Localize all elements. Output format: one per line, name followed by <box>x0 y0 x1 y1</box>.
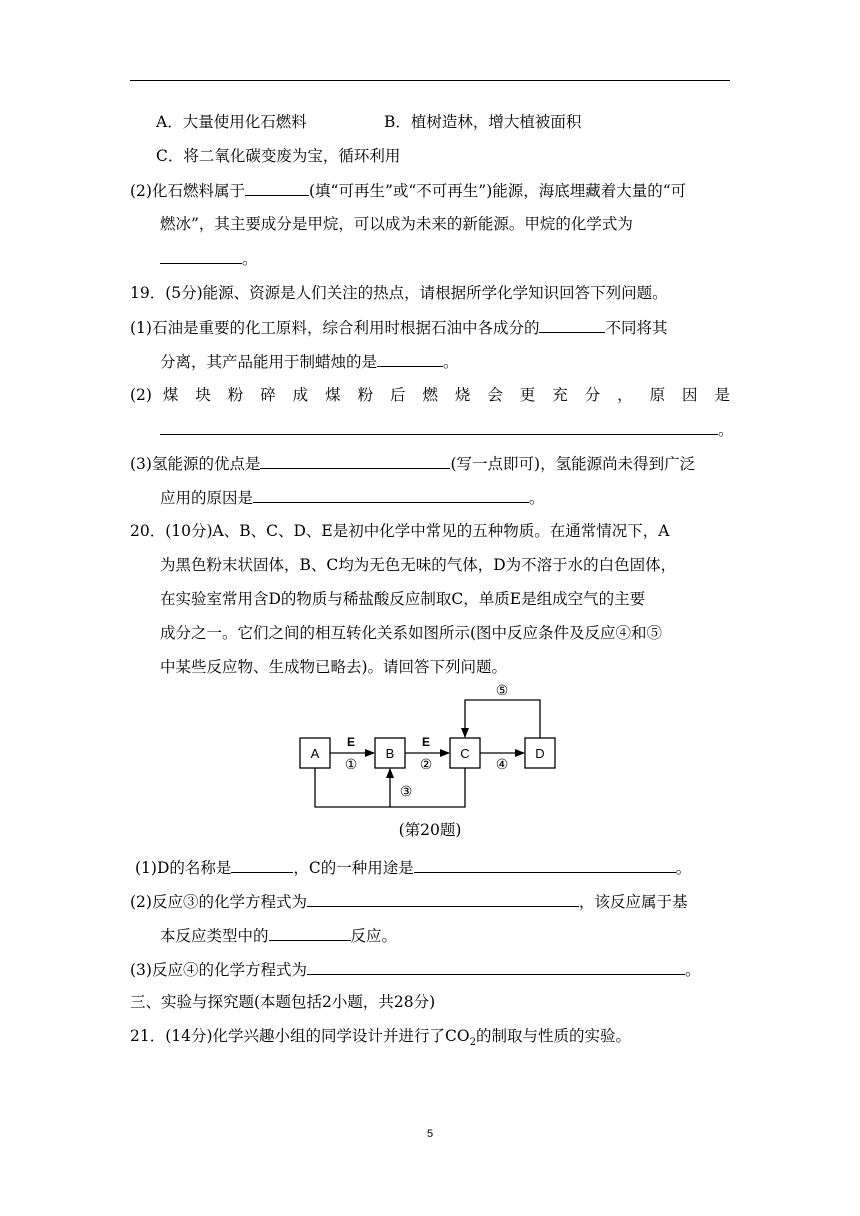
answer-blank <box>231 857 293 873</box>
label-r1: ① <box>344 756 358 772</box>
q20-stem-line4: 成分之一。它们之间的相互转化关系如图所示(图中反应条件及反应④和⑤ <box>160 624 663 642</box>
label-c: C <box>460 746 470 761</box>
conversion-diagram <box>280 680 580 820</box>
q20-part3: (3)反应④的化学方程式为 。 <box>130 961 701 979</box>
q18-part2-line2: 燃冰”，其主要成分是甲烷，可以成为未来的新能源。甲烷的化学式为 <box>160 215 633 233</box>
label-r4: ④ <box>495 756 509 772</box>
option-b: B．植树造林，增大植被面积 <box>384 113 582 131</box>
label-d: D <box>535 746 545 761</box>
q18-part2-line1: (2)化石燃料属于 (填“可再生”或“不可再生”)能源，海底埋藏着大量的“可 <box>130 182 687 200</box>
q19-part1-line1: (1)石油是重要的化工原料，综合利用时根据石油中各成分的 不同将其 <box>130 319 668 337</box>
label-a: A <box>310 746 320 761</box>
label-r5: ⑤ <box>495 682 509 698</box>
q20-part2-line1: (2)反应③的化学方程式为 ，该反应属于基 <box>130 893 688 911</box>
answer-blank <box>307 959 685 975</box>
answer-blank <box>539 317 605 333</box>
answer-blank <box>414 857 676 873</box>
answer-blank <box>307 891 579 907</box>
q20-part2-line2: 本反应类型中的 反应。 <box>160 927 398 945</box>
q19-stem: 19．(5分)能源、资源是人们关注的热点，请根据所学化学知识回答下列问题。 <box>130 284 668 302</box>
arrow-d-to-c <box>465 700 540 738</box>
answer-blank <box>160 419 718 435</box>
label-e2: E <box>421 735 431 749</box>
q20-stem-line1: 20．(10分)A、B、C、D、E是初中化学中常见的五种物质。在通常情况下，A <box>130 522 670 540</box>
q20-stem-line5: 中某些反应物、生成物已略去)。请回答下列问题。 <box>160 658 508 676</box>
option-c: C．将二氧化碳变废为宝，循环利用 <box>156 147 401 165</box>
section-heading: 三、实验与探究题(本题包括2小题，共28分) <box>130 993 436 1011</box>
label-e1: E <box>346 735 356 749</box>
label-b: B <box>385 746 395 761</box>
q20-part1: (1)D的名称是 ，C的一种用途是 。 <box>135 859 692 877</box>
q18-part2-line3: 。 <box>160 248 258 269</box>
q20-stem-line3: 在实验室常用含D的物质与稀盐酸反应制取C，单质E是组成空气的主要 <box>160 590 646 608</box>
answer-blank <box>260 453 450 469</box>
answer-blank <box>377 351 443 367</box>
figure-caption: (第20题) <box>398 821 462 839</box>
q19-part2-line1: (2) 煤 块 粉 碎 成 煤 粉 后 燃 烧 会 更 充 分 ， 原 因 是 <box>130 386 730 404</box>
answer-blank <box>245 180 309 196</box>
header-rule <box>130 80 730 81</box>
q19-part3-line1: (3)氢能源的优点是 (写一点即可)，氢能源尚未得到广泛 <box>130 455 696 473</box>
q19-part2-line2: 。 <box>160 419 734 440</box>
answer-blank <box>160 248 242 264</box>
label-r2: ② <box>419 756 433 772</box>
q19-part1-line2: 分离，其产品能用于制蜡烛的是 。 <box>160 353 459 371</box>
answer-blank <box>253 487 529 503</box>
q21-stem: 21．(14分)化学兴趣小组的同学设计并进行了$CO_2$的制取与性质的实验。 <box>130 1027 631 1049</box>
q20-stem-line2: 为黑色粉末状固体，B、C均为无色无味的气体，D为不溶于水的白色固体， <box>160 556 677 574</box>
answer-blank <box>269 925 351 941</box>
label-r3: ③ <box>399 783 413 799</box>
option-a: A．大量使用化石燃料 <box>156 113 307 131</box>
q19-part3-line2: 应用的原因是 。 <box>160 489 545 507</box>
page-number: 5 <box>426 1128 434 1140</box>
